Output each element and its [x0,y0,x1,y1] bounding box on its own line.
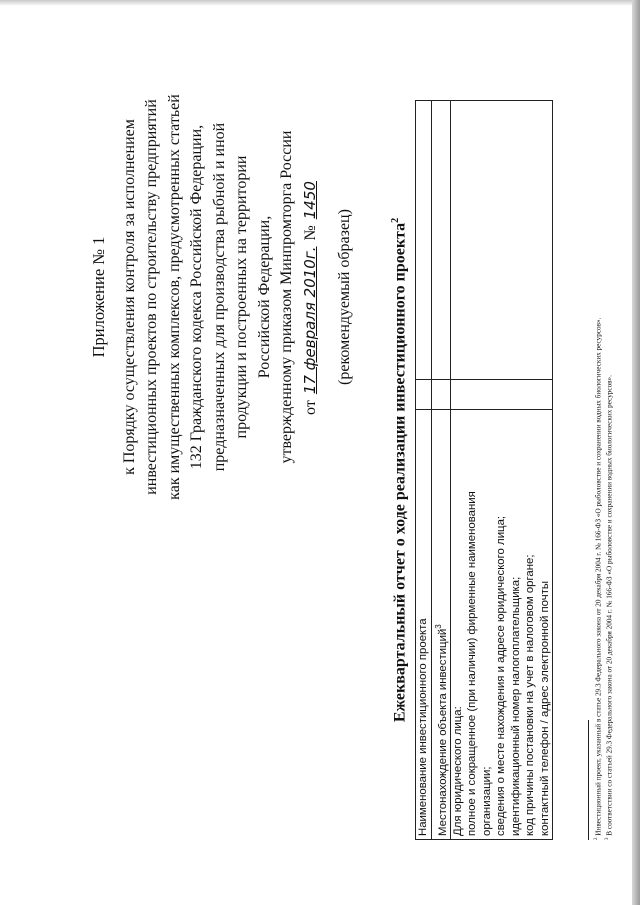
footnote [592,80,603,840]
appendix-line: 132 Гражданского кодекса Российской Федерации, [188,124,205,470]
order-number-label: № [301,225,319,241]
table-cell-value [416,380,432,409]
report-title [390,100,409,840]
cell-text: идентификационный номер налогоплательщика; [509,576,522,836]
table-cell-empty [431,101,450,380]
cell-footnote-mark: 3 [433,624,443,629]
table-cell-empty [416,101,432,380]
cell-text: полное и сокращенное (при наличии) фирменные наименования [466,491,479,836]
scan-top-edge [0,0,640,6]
table-cell-value [450,380,553,409]
report-title-text: Ежеквартальный отчет о ходе реализации инвестиционного проекта [391,222,409,723]
report-table [415,100,553,840]
appendix-line: к Порядку осуществления контроля за исполнением [120,119,138,475]
table-row [431,101,450,840]
recommended-sample-note: (рекомендуемый образец) [336,209,353,385]
appendix-header [88,62,357,532]
table-cell-label [450,409,553,839]
handwritten-order-number: 1450 [300,181,319,220]
appendix-title: Приложение № 1 [89,236,108,358]
table-row [450,101,553,840]
table-cell-label [431,409,450,839]
handwritten-order-date: 17 февраля 2010г. [300,246,319,395]
rotated-document-page [20,40,620,880]
cell-text: контактный телефон / адрес электронной почты [538,580,551,836]
footnote-text: Инвестиционный проект, указанный в статье 29.3 Федерального закона от 20 декабря 2004 г. № 166-ФЗ «О рыболовстве и сохранении водных биологических ресурсов». [594,317,603,836]
cell-text: Для юридического лица: [451,706,464,836]
cell-text: код причины постановки на учет в налоговом органе; [524,554,537,836]
report-title-footnote-mark: 2 [390,217,401,223]
cell-text: организации; [480,766,493,836]
appendix-line: Российской Федерации, [255,215,273,379]
order-reference [299,62,323,532]
cell-text [432,413,450,836]
scan-binding-edge [632,0,640,905]
cell-text-main: Местонахождение объекта инвестиций [436,628,449,836]
footnote [603,80,614,840]
appendix-line: как имущественных комплексов, предусмотренных статьей [165,94,183,500]
appendix-line: предназначенных для производства рыбной и иной [210,122,228,472]
cell-text: Наименование инвестиционного проекта [417,618,429,836]
cell-text: сведения о месте нахождения и адресе юридического лица; [495,515,508,836]
table-cell-label [416,409,432,839]
footnote-separator [588,720,589,840]
appendix-line: инвестиционных проектов по строительству предприятий [143,99,160,495]
footnote-text: В соответствии со статьей 29.3 Федерального закона от 20 декабря 2004 г. № 166-ФЗ «О рыболовстве и сохранении водных биологических ресурсов». [605,375,614,836]
appendix-line: утвержденному приказом Минпромторга России [278,130,295,464]
table-cell-value [431,380,450,409]
table-row [416,101,432,840]
footnote-mark: 3 [605,837,610,840]
footnote-mark: 2 [594,837,599,840]
order-prefix: от [301,400,319,415]
table-cell-empty [450,101,553,380]
appendix-line: продукции и построенных на территории [233,155,250,439]
